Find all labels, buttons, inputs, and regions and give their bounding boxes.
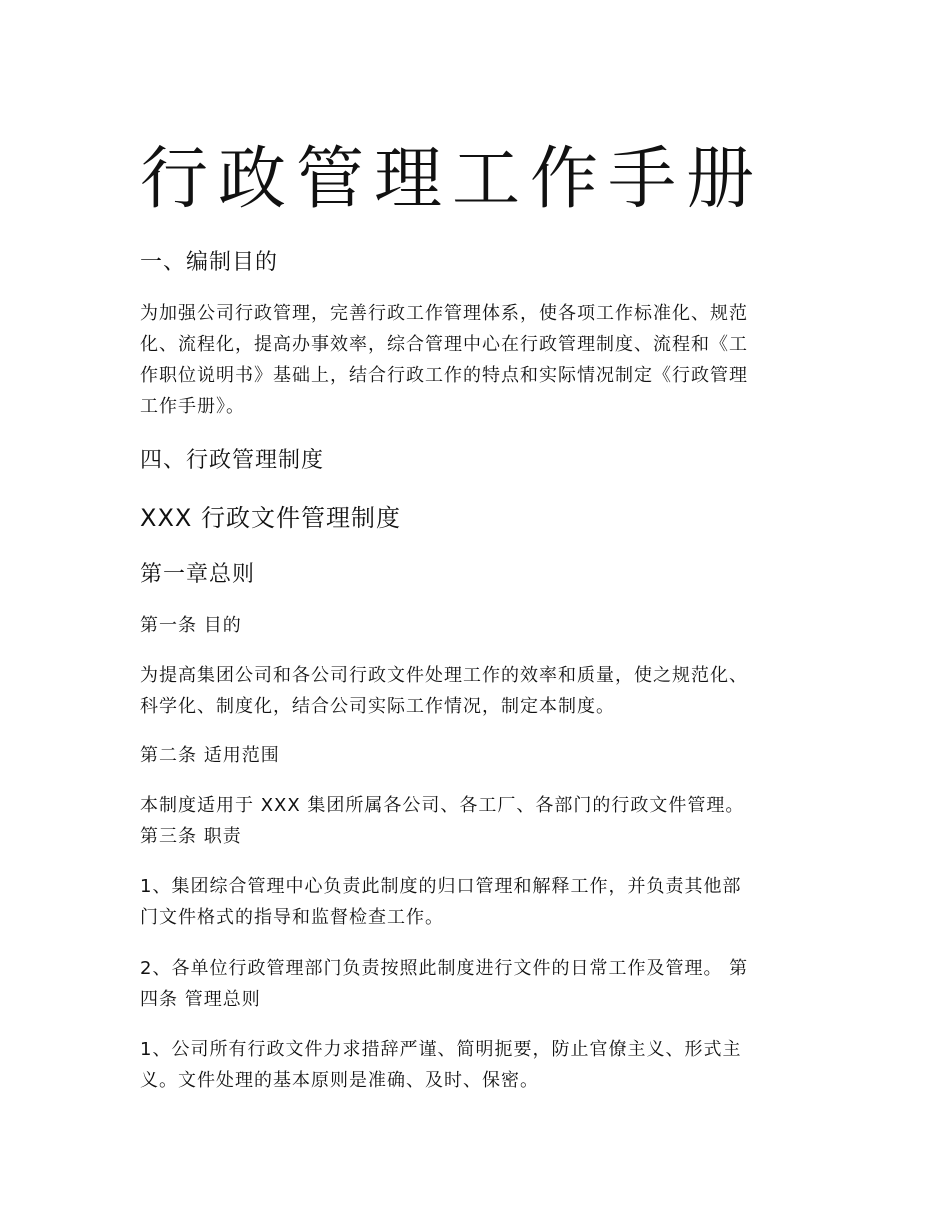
paragraph-line: 1、集团综合管理中心负责此制度的归口管理和解释工作，并负责其他部 — [140, 876, 742, 897]
document-title: 行政管理工作手册 — [140, 140, 765, 219]
paragraph-line: 本制度适用于 XXX 集团所属各公司、各工厂、各部门的行政文件管理。 — [140, 795, 745, 816]
article-heading: 第二条 适用范围 — [140, 745, 280, 766]
paragraph-line: 四条 管理总则 — [140, 989, 261, 1010]
section-heading-admin-rules: 四、行政管理制度 — [140, 448, 325, 473]
rule-title: XXX 行政文件管理制度 — [140, 504, 401, 532]
paragraph-line: 2、各单位行政管理部门负责按照此制度进行文件的日常工作及管理。 第 — [140, 958, 749, 979]
section-heading-purpose: 一、编制目的 — [140, 250, 279, 275]
paragraph-line: 为加强公司行政管理，完善行政工作管理体系，使各项工作标准化、规范 — [140, 303, 748, 324]
paragraph-line: 为提高集团公司和各公司行政文件处理工作的效率和质量，使之规范化、 — [140, 665, 748, 686]
paragraph-line: 科学化、制度化，结合公司实际工作情况，制定本制度。 — [140, 696, 615, 717]
paragraph-line: 义。文件处理的基本原则是准确、及时、保密。 — [140, 1070, 539, 1091]
paragraph-line: 工作手册》。 — [140, 396, 245, 417]
paragraph-line: 化、流程化，提高办事效率，综合管理中心在行政管理制度、流程和《工 — [140, 334, 748, 355]
paragraph-line: 作职位说明书》基础上，结合行政工作的特点和实际情况制定《行政管理 — [140, 365, 748, 386]
paragraph-line: 门文件格式的指导和监督检查工作。 — [140, 907, 444, 928]
chapter-heading: 第一章总则 — [140, 562, 256, 587]
article-heading: 第一条 目的 — [140, 615, 242, 636]
paragraph-line: 1、公司所有行政文件力求措辞严谨、简明扼要，防止官僚主义、形式主 — [140, 1039, 742, 1060]
article-heading: 第三条 职责 — [140, 826, 242, 847]
